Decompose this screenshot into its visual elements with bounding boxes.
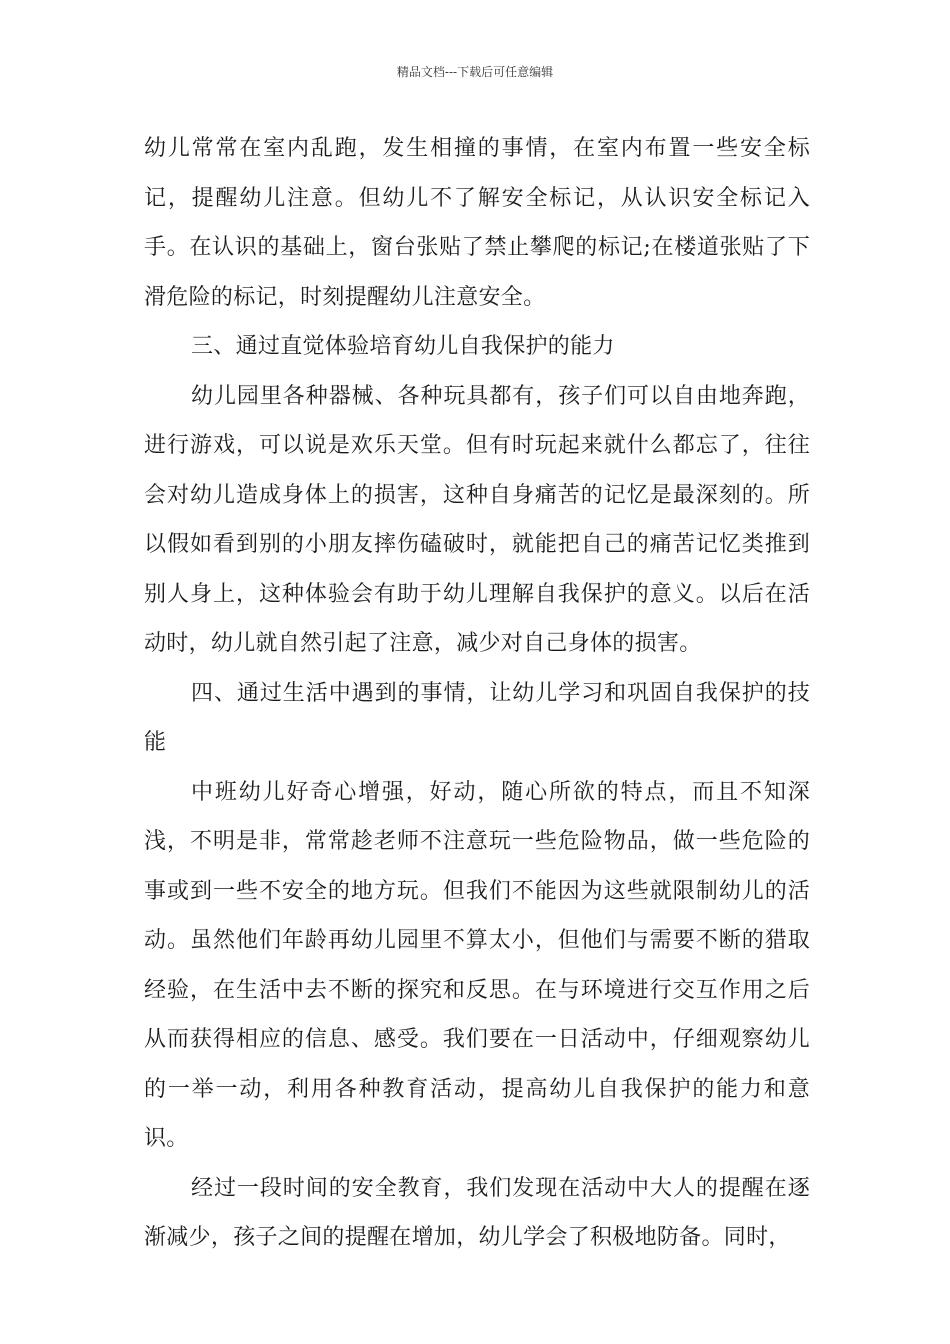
- paragraph-intuitive-experience: 幼儿园里各种器械、各种玩具都有，孩子们可以自由地奔跑，进行游戏，可以说是欢乐天堂。但有时玩起来就什么都忘了，往往会对幼儿造成身体上的损害，这种自身痛苦的记忆是最深刻的。所以假如看到别的小朋友摔伤磕破时，就能把自己的痛苦记忆类推到别人身上，这种体验会有助于幼儿理解自我保护的意义。以后在活动时，幼儿就自然引起了注意，减少对自己身体的损害。: [144, 383, 810, 656]
- section-heading-4: 四、通过生活中遇到的事情，让幼儿学习和巩固自我保护的技能: [144, 680, 810, 755]
- section-heading-3: 三、通过直觉体验培育幼儿自我保护的能力: [191, 334, 615, 359]
- paragraph-safety-signs: 幼儿常常在室内乱跑，发生相撞的事情，在室内布置一些安全标记，提醒幼儿注意。但幼儿不了解安全标记，从认识安全标记入手。在认识的基础上，窗台张贴了禁止攀爬的标记;在楼道张贴了下滑危险的标记，时刻提醒幼儿注意安全。: [144, 136, 810, 310]
- page-header: 精品文档---下载后可任意编辑: [396, 65, 554, 79]
- paragraph-daily-life: 中班幼儿好奇心增强，好动，随心所欲的特点，而且不知深浅，不明是非，常常趁老师不注意玩一些危险物品，做一些危险的事或到一些不安全的地方玩。但我们不能因为这些就限制幼儿的活动。虽然他们年龄再幼儿园里不算太小，但他们与需要不断的猎取经验，在生活中去不断的探究和反思。在与环境进行交互作用之后从而获得相应的信息、感受。我们要在一日活动中，仔细观察幼儿的一举一动，利用各种教育活动，提高幼儿自我保护的能力和意识。: [144, 779, 810, 1151]
- paragraph-results: 经过一段时间的安全教育，我们发现在活动中大人的提醒在逐渐减少，孩子之间的提醒在增加，幼儿学会了积极地防备。同时，: [144, 1175, 810, 1250]
- document-body: [144, 124, 810, 1263]
